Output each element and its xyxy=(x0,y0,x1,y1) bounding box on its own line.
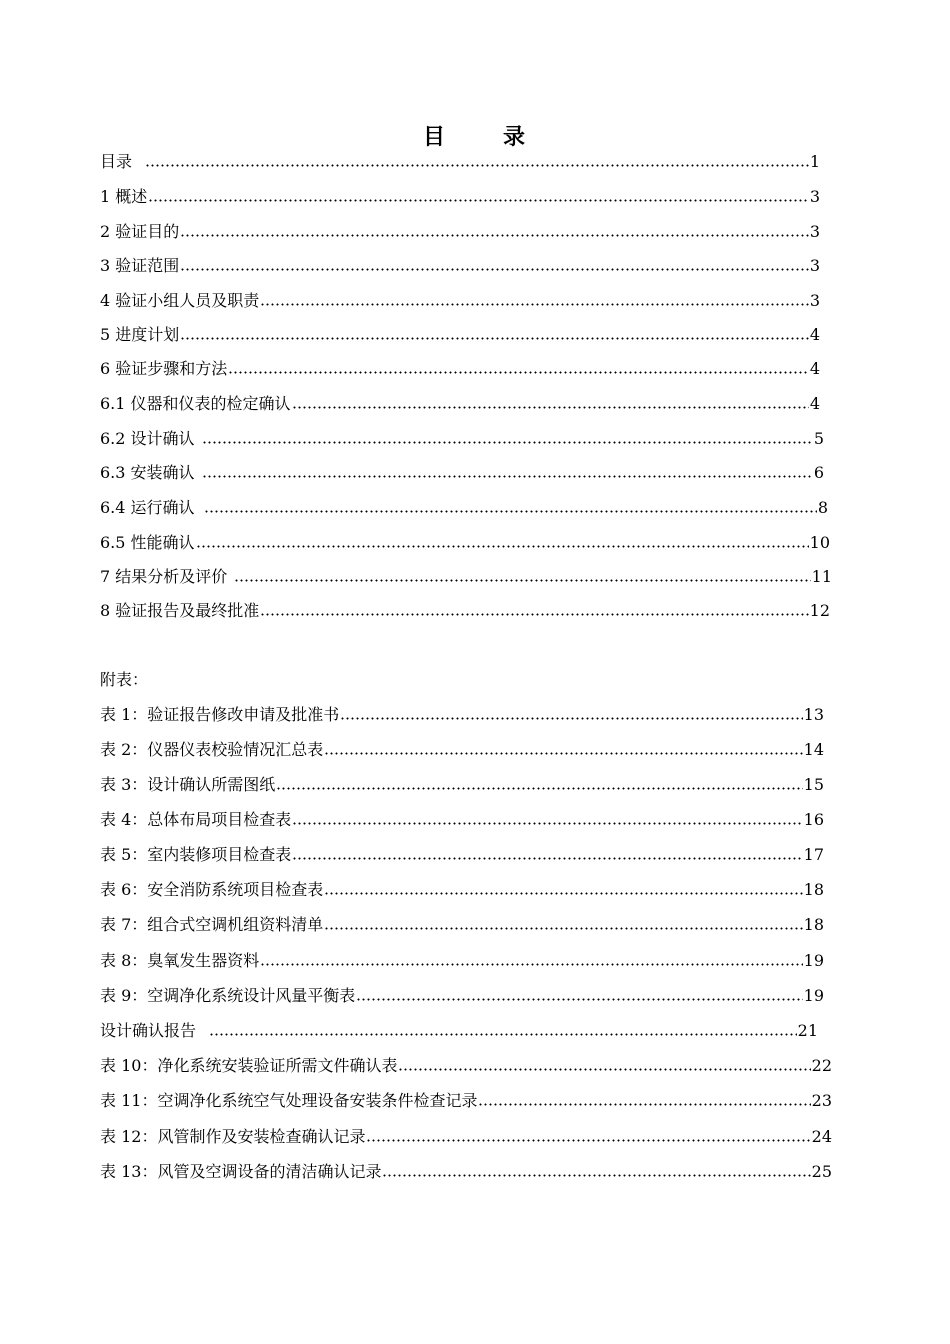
dot-leader xyxy=(292,394,809,414)
toc-entry-label: 6.5 性能确认 xyxy=(100,533,195,552)
toc-entry-label: 7 结果分析及评价 xyxy=(100,567,228,586)
appendix-entry-4[interactable] xyxy=(100,806,824,830)
appendix-entry-page: 25 xyxy=(811,1162,832,1181)
toc-entry-page: 10 xyxy=(809,533,830,552)
appendix-entry-8[interactable] xyxy=(100,947,824,971)
appendix-entry-label: 表 1：验证报告修改申请及批准书 xyxy=(100,705,340,724)
dot-leader xyxy=(209,1021,797,1041)
toc-entry-overview[interactable] xyxy=(100,183,820,207)
toc-entry-page: 11 xyxy=(811,567,832,586)
toc-entry-instrument-calibration[interactable] xyxy=(100,390,820,414)
appendix-entry-label: 表 8：臭氧发生器资料 xyxy=(100,951,260,970)
toc-entry-page: 3 xyxy=(809,256,820,275)
appendix-entry-label: 表 9：空调净化系统设计风量平衡表 xyxy=(100,986,356,1005)
appendix-entry-page: 13 xyxy=(803,705,824,724)
appendix-entry-page: 21 xyxy=(797,1021,818,1040)
dot-leader xyxy=(398,1056,810,1076)
dot-leader xyxy=(196,533,809,553)
toc-entry-page: 1 xyxy=(809,152,820,171)
toc-entry-page: 3 xyxy=(809,222,820,241)
dot-leader xyxy=(145,152,809,172)
toc-entry-design-qualification[interactable] xyxy=(100,425,824,449)
toc-entry-report-approval[interactable] xyxy=(100,597,830,621)
toc-entry-installation-qualification[interactable] xyxy=(100,459,824,483)
dot-leader xyxy=(228,359,809,379)
appendix-entry-page: 22 xyxy=(811,1056,832,1075)
appendix-entry-label: 表 11：空调净化系统空气处理设备安装条件检查记录 xyxy=(100,1091,478,1110)
appendix-entry-2[interactable] xyxy=(100,736,824,760)
dot-leader xyxy=(260,291,809,311)
appendix-entry-page: 14 xyxy=(803,740,824,759)
dot-leader xyxy=(324,880,802,900)
dot-leader xyxy=(478,1091,810,1111)
toc-entry-label: 2 验证目的 xyxy=(100,222,180,241)
appendix-entry-label: 表 6：安全消防系统项目检查表 xyxy=(100,880,324,899)
appendix-entry-12[interactable] xyxy=(100,1123,832,1147)
appendix-entry-7[interactable] xyxy=(100,911,824,935)
toc-entry-label: 6.4 运行确认 xyxy=(100,498,195,517)
dot-leader xyxy=(366,1127,810,1147)
toc-entry-page: 3 xyxy=(809,187,820,206)
page-title: 目 录 xyxy=(422,124,543,150)
dot-leader xyxy=(276,775,802,795)
appendix-entry-3[interactable] xyxy=(100,771,824,795)
toc-entry-label: 6.2 设计确认 xyxy=(100,429,195,448)
dot-leader xyxy=(260,601,808,621)
toc-entry-operational-qualification[interactable] xyxy=(100,494,828,518)
appendix-entry-label: 表 13：风管及空调设备的清洁确认记录 xyxy=(100,1162,382,1181)
dot-leader xyxy=(382,1162,810,1182)
toc-entry-contents[interactable] xyxy=(100,148,820,172)
appendix-entry-label: 表 3：设计确认所需图纸 xyxy=(100,775,276,794)
toc-entry-performance-qualification[interactable] xyxy=(100,529,830,553)
dot-leader xyxy=(292,845,802,865)
appendix-entry-9[interactable] xyxy=(100,982,824,1006)
dot-leader xyxy=(180,325,809,345)
toc-entry-page: 4 xyxy=(809,394,820,413)
appendix-entry-label: 设计确认报告 xyxy=(100,1021,197,1040)
appendix-entry-page: 23 xyxy=(811,1091,832,1110)
appendix-entry-page: 16 xyxy=(803,810,824,829)
appendix-entry-label: 表 4：总体布局项目检查表 xyxy=(100,810,292,829)
toc-entry-purpose[interactable] xyxy=(100,218,820,242)
dot-leader xyxy=(324,740,802,760)
appendix-heading: 附表： xyxy=(100,670,149,689)
dot-leader xyxy=(180,222,809,242)
toc-entry-schedule[interactable] xyxy=(100,321,820,345)
toc-entry-label: 4 验证小组人员及职责 xyxy=(100,291,260,310)
dot-leader xyxy=(260,951,802,971)
toc-entry-label: 6 验证步骤和方法 xyxy=(100,359,228,378)
dot-leader xyxy=(202,463,813,483)
appendix-entry-page: 19 xyxy=(803,951,824,970)
appendix-entry-10[interactable] xyxy=(100,1052,832,1076)
appendix-entry-label: 表 7：组合式空调机组资料清单 xyxy=(100,915,324,934)
toc-entry-label: 6.1 仪器和仪表的检定确认 xyxy=(100,394,291,413)
toc-entry-label: 5 进度计划 xyxy=(100,325,180,344)
appendix-entry-6[interactable] xyxy=(100,876,824,900)
dot-leader xyxy=(204,498,817,518)
appendix-entry-page: 18 xyxy=(803,915,824,934)
dot-leader xyxy=(356,986,802,1006)
appendix-entry-5[interactable] xyxy=(100,841,824,865)
toc-entry-label: 6.3 安装确认 xyxy=(100,463,195,482)
toc-entry-label: 8 验证报告及最终批准 xyxy=(100,601,260,620)
toc-entry-label: 3 验证范围 xyxy=(100,256,180,275)
appendix-entry-13[interactable] xyxy=(100,1158,832,1182)
appendix-entry-11[interactable] xyxy=(100,1087,832,1111)
appendix-entry-page: 18 xyxy=(803,880,824,899)
toc-entry-label: 目录 xyxy=(100,152,133,171)
appendix-entry-design-report[interactable] xyxy=(100,1017,818,1041)
toc-entry-page: 4 xyxy=(809,325,820,344)
dot-leader xyxy=(292,810,802,830)
toc-entry-page: 12 xyxy=(809,601,830,620)
toc-entry-results-analysis[interactable] xyxy=(100,563,832,587)
appendix-entry-page: 19 xyxy=(803,986,824,1005)
dot-leader xyxy=(234,567,810,587)
toc-entry-page: 3 xyxy=(809,291,820,310)
toc-entry-page: 8 xyxy=(817,498,828,517)
toc-entry-page: 5 xyxy=(813,429,824,448)
appendix-entry-page: 24 xyxy=(811,1127,832,1146)
toc-entry-page: 4 xyxy=(809,359,820,378)
toc-entry-page: 6 xyxy=(813,463,824,482)
toc-entry-team[interactable] xyxy=(100,287,820,311)
appendix-entry-label: 表 5：室内装修项目检查表 xyxy=(100,845,292,864)
appendix-entry-page: 15 xyxy=(803,775,824,794)
dot-leader xyxy=(340,705,802,725)
appendix-entry-label: 表 2：仪器仪表校验情况汇总表 xyxy=(100,740,324,759)
appendix-entry-label: 表 12：风管制作及安装检查确认记录 xyxy=(100,1127,366,1146)
toc-entry-scope[interactable] xyxy=(100,252,820,276)
toc-entry-label: 1 概述 xyxy=(100,187,148,206)
appendix-entry-page: 17 xyxy=(803,845,824,864)
dot-leader xyxy=(202,429,813,449)
appendix-entry-1[interactable] xyxy=(100,701,824,725)
dot-leader xyxy=(180,256,809,276)
dot-leader xyxy=(148,187,809,207)
toc-entry-steps[interactable] xyxy=(100,355,820,379)
dot-leader xyxy=(324,915,802,935)
appendix-entry-label: 表 10：净化系统安装验证所需文件确认表 xyxy=(100,1056,398,1075)
